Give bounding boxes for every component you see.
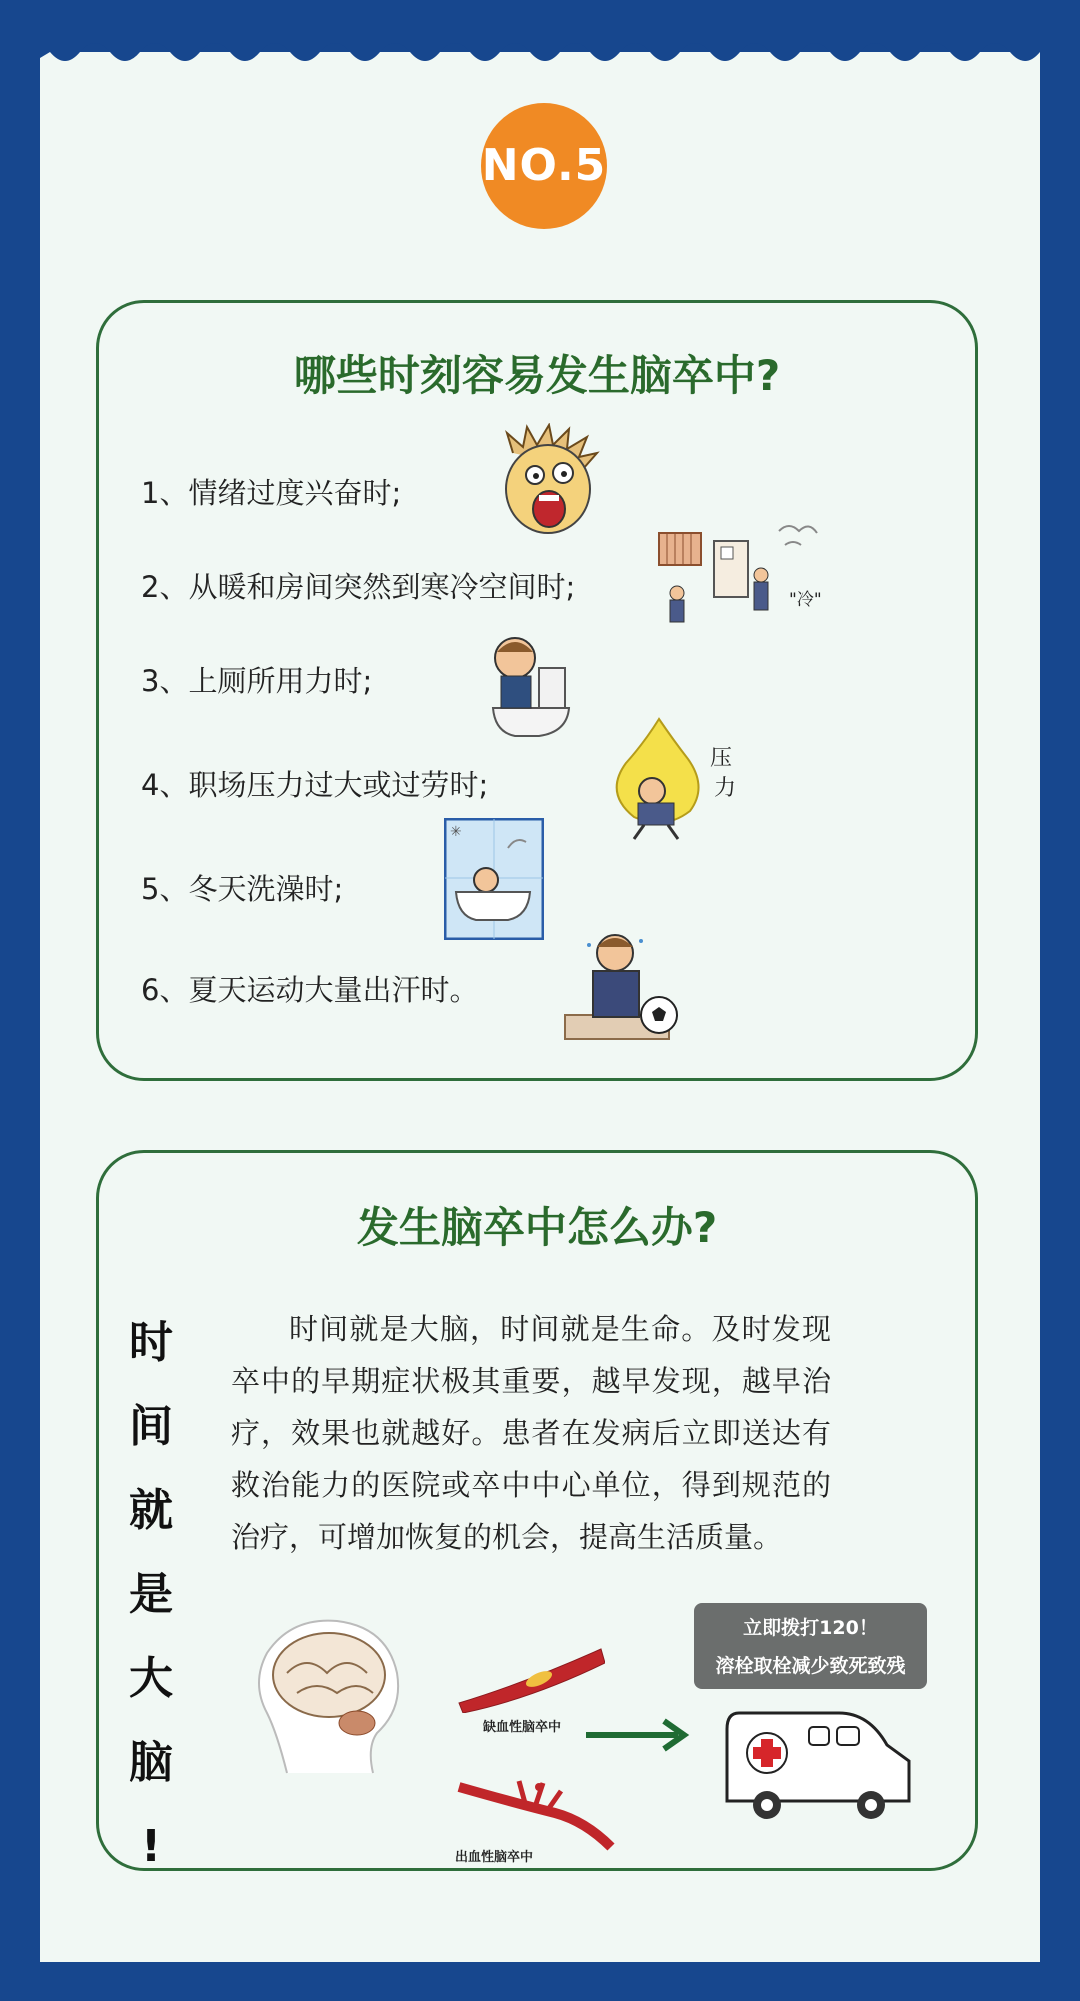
number-badge: NO.5 xyxy=(481,103,607,229)
slogan-char: 大 xyxy=(129,1653,173,1704)
what-to-do-title: 发生脑卒中怎么办? xyxy=(356,1203,718,1252)
svg-text:✳: ✳ xyxy=(450,824,462,840)
call-120-callout xyxy=(694,1603,927,1689)
slogan-char: 是 xyxy=(129,1569,173,1620)
summer-exercise-illustration xyxy=(559,923,709,1043)
hemorrhagic-vessel-illustration xyxy=(455,1773,615,1853)
slogan-char: 时 xyxy=(129,1317,173,1368)
arrow-icon xyxy=(584,1715,696,1755)
advice-paragraph: 时间就是大脑，时间就是生命。及时发现卒中的早期症状极其重要，越早发现，越早治疗，效果也就越好。患者在发病后立即送达有救治能力的医院或卒中中心单位，得到规范的治疗，可增加恢复的机会，提高生活质量。 xyxy=(231,1312,831,1554)
slogan-char: ! xyxy=(140,1821,162,1872)
brain-head-illustration xyxy=(247,1613,407,1783)
cold-label: "冷" xyxy=(789,590,822,610)
list-item: 2、从暖和房间突然到寒冷空间时; xyxy=(141,570,576,604)
vertical-slogan xyxy=(123,1301,179,1889)
wave-border xyxy=(40,28,1040,78)
slogan-char: 脑 xyxy=(129,1737,173,1788)
slogan-char: 就 xyxy=(129,1485,173,1536)
ambulance-illustration xyxy=(719,1701,919,1823)
ischemic-vessel-illustration xyxy=(455,1643,605,1713)
list-item: 6、夏天运动大量出汗时。 xyxy=(141,973,479,1007)
toilet-strain-illustration xyxy=(479,628,589,743)
excited-face-illustration xyxy=(493,423,603,543)
what-to-do-card xyxy=(96,1150,978,1871)
hemorrhagic-label: 出血性脑卒中 xyxy=(455,1850,534,1865)
risk-moments-card xyxy=(96,300,978,1081)
list-item: 3、上厕所用力时; xyxy=(141,664,373,698)
list-item: 5、冬天洗澡时; xyxy=(141,872,344,906)
list-item: 1、情绪过度兴奋时; xyxy=(141,476,402,510)
winter-bath-illustration xyxy=(444,818,544,940)
pressure-label-2: 力 xyxy=(714,776,737,801)
ischemic-label: 缺血性脑卒中 xyxy=(483,1720,562,1735)
callout-line-1: 立即拨打120！ xyxy=(743,1617,878,1639)
callout-line-2: 溶栓取栓减少致死致残 xyxy=(715,1655,906,1677)
slogan-char: 间 xyxy=(129,1401,173,1452)
pressure-label-1: 压 xyxy=(710,746,733,771)
work-pressure-illustration xyxy=(604,713,754,843)
list-item: 4、职场压力过大或过劳时; xyxy=(141,768,489,802)
risk-moments-title: 哪些时刻容易发生脑卒中? xyxy=(293,351,781,400)
cold-room-illustration xyxy=(649,513,829,633)
